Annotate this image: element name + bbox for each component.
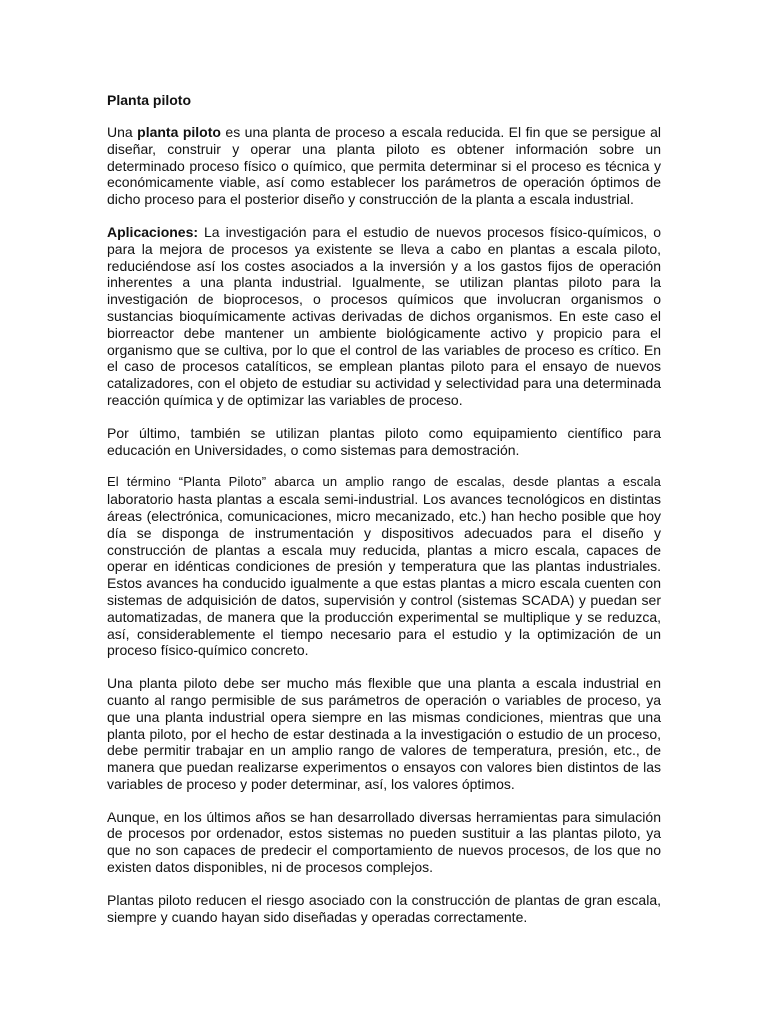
definition-lead: Una	[107, 124, 138, 140]
paragraph-risk: Plantas piloto reducen el riesgo asociado con la construcción de plantas de gran escala, siempre y cuando hayan sido diseñadas y operadas correctamente.	[107, 891, 661, 925]
paragraph-aplicaciones	[107, 224, 661, 409]
paragraph-education: Por último, también se utilizan plantas piloto como equipamiento científico para educación en Universidades, o como sistemas para demostración.	[107, 424, 661, 458]
paragraph-definition	[107, 124, 661, 208]
aplicaciones-text: La investigación para el estudio de nuevos procesos físico-químicos, o para la mejora de procesos ya existente se lleva a cabo en plantas a escala piloto, reduciéndose así los costes asociados a la inversión y a los gastos fijos de operación inherentes a una planta industrial. Igualmente, se utilizan plantas piloto para la investigación de bioprocesos, o procesos químicos que involucran organismos o sustancias bioquímicamente activas derivadas de dichos organismos. En este caso el biorreactor debe mantener un ambiente biológicamente activo y propicio para el organismo que se cultiva, por lo que el control de las variables de proceso es crítico. En el caso de procesos catalíticos, se emplean plantas piloto para el ensayo de nuevos catalizadores, con el objeto de estudiar su actividad y selectividad para una determinada reacción química y de optimizar las variables de proceso.	[107, 223, 661, 408]
scales-text: laboratorio hasta plantas a escala semi-industrial. Los avances tecnológicos en distintas áreas (electrónica, comunicaciones, micro mecanizado, etc.) han hecho posible que hoy día se disponga de instrumentación y dispositivos adecuados para el diseño y construcción de plantas a escala muy reducida, plantas a micro escala, capaces de operar en idénticas condiciones de presión y temperatura que las plantas industriales. Estos avances ha conducido igualmente a que estas plantas a micro escala cuenten con sistemas de adquisición de datos, supervisión y control (sistemas SCADA) y puedan ser automatizadas, de manera que la producción experimental se multiplique y se reduzca, así, considerablemente el tiempo necesario para el estudio y la optimización de un proceso físico-químico concreto.	[107, 491, 661, 659]
paragraph-simulation: Aunque, en los últimos años se han desarrollado diversas herramientas para simulación de procesos por ordenador, estos sistemas no pueden sustituir a las plantas piloto, ya que no son capaces de predecir el comportamiento de nuevos procesos, de los que no existen datos disponibles, ni de procesos complejos.	[107, 808, 661, 876]
definition-term: planta piloto	[137, 124, 221, 140]
document-title: Planta piloto	[107, 92, 191, 108]
document-page	[107, 92, 661, 941]
paragraph-scales	[107, 474, 661, 659]
definition-text: es una planta de proceso a escala reducida. El fin que se persigue al diseñar, construir y operar una planta piloto es obtener información sobre un determinado proceso físico o químico, que permita determinar si el proceso es técnica y económicamente viable, así como establecer los parámetros de operación óptimos de dicho proceso para el posterior diseño y construcción de la planta a escala industrial.	[107, 124, 661, 208]
scales-first-line: El término “Planta Piloto” abarca un amplio rango de escalas, desde plantas a escala	[107, 474, 661, 490]
paragraph-flexibility: Una planta piloto debe ser mucho más flexible que una planta a escala industrial en cuanto al rango permisible de sus parámetros de operación o variables de proceso, ya que una planta industrial opera siempre en las mismas condiciones, mientras que una planta piloto, por el hecho de estar destinada a la investigación o estudio de un proceso, debe permitir trabajar en un amplio rango de valores de temperatura, presión, etc., de manera que puedan realizarse experimentos o ensayos con valores bien distintos de las variables de proceso y poder determinar, así, los valores óptimos.	[107, 675, 661, 792]
aplicaciones-term: Aplicaciones:	[107, 223, 199, 240]
